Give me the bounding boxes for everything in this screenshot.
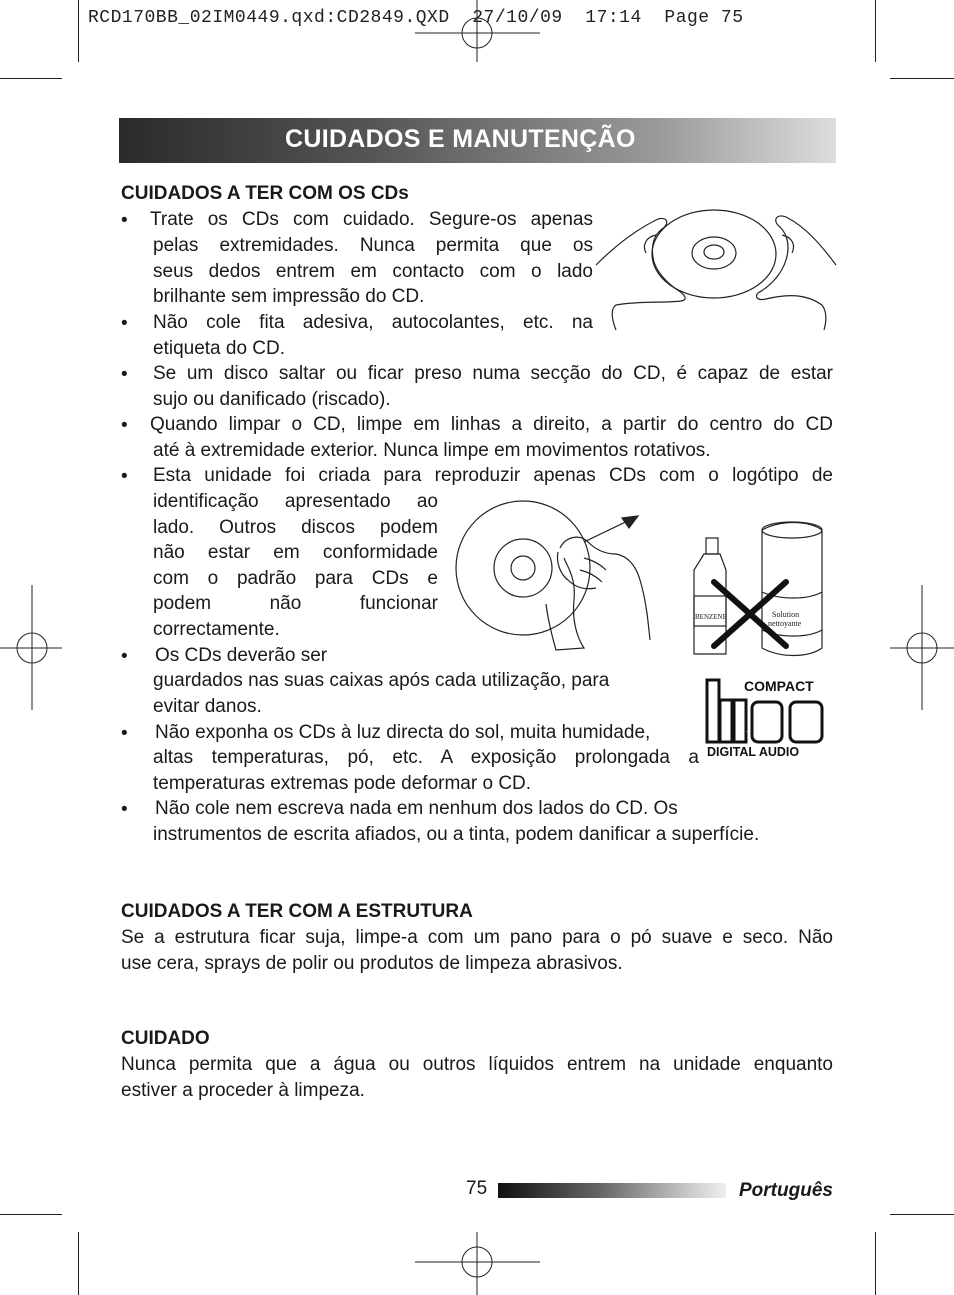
bullet-text: correctamente. bbox=[153, 619, 280, 640]
bullet: • bbox=[121, 723, 128, 744]
section-heading-caution: CUIDADO bbox=[121, 1028, 210, 1049]
logo-digital-audio-text: DIGITAL AUDIO bbox=[707, 745, 800, 759]
bullet-text: Quando limpar o CD, limpe em linhas a direito, a partir do centro do CD bbox=[150, 414, 833, 435]
bullet-text: Os CDs deverão ser bbox=[155, 645, 328, 666]
bullet-text: Não cole fita adesiva, autocolantes, etc. na bbox=[153, 312, 593, 333]
bullet: • bbox=[121, 210, 128, 231]
bullet-text: Trate os CDs com cuidado. Segure-os apenas bbox=[150, 209, 593, 230]
bottle-right-label-2: nettoyante bbox=[768, 619, 802, 628]
wiping-cd-illustration bbox=[456, 500, 656, 660]
bullet-text: temperaturas extremas pode deformar o CD. bbox=[153, 773, 532, 794]
logo-compact-text: COMPACT bbox=[744, 678, 814, 694]
logo-disc-text: disc bbox=[746, 732, 749, 733]
bullet-text: instrumentos de escrita afiados, ou a tinta, podem danificar a superfície. bbox=[153, 824, 760, 845]
page-number: 75 bbox=[466, 1178, 488, 1199]
bullet-text: Não cole nem escreva nada em nenhum dos lados do CD. Os bbox=[155, 798, 678, 819]
bullet-text: seus dedos entrem em contacto com o lado bbox=[153, 261, 593, 282]
bullet-text: Esta unidade foi criada para reproduzir apenas CDs com o logótipo de bbox=[153, 465, 833, 486]
bullet: • bbox=[121, 799, 128, 820]
bullet: • bbox=[121, 646, 128, 667]
bullet: • bbox=[121, 313, 128, 334]
bullet-text: etiqueta do CD. bbox=[153, 338, 286, 359]
bullet-text: identificação apresentado ao bbox=[153, 491, 438, 512]
bullet-text: altas temperaturas, pó, etc. A exposição prolongada a bbox=[153, 747, 699, 768]
paragraph-text: Se a estrutura ficar suja, limpe-a com um pano para o pó suave e seco. Não bbox=[121, 927, 833, 948]
bullet: • bbox=[121, 466, 128, 487]
compact-disc-logo bbox=[704, 676, 829, 758]
bullet-text: não estar em conformidade bbox=[153, 542, 438, 563]
bullet-text: brilhante sem impressão do CD. bbox=[153, 286, 425, 307]
paragraph-text: use cera, sprays de polir ou produtos de limpeza abrasivos. bbox=[121, 953, 623, 974]
footer-language: Português bbox=[739, 1180, 833, 1201]
print-slug: RCD170BB_02IM0449.qxd:CD2849.QXD 27/10/09 17:14 Page 75 bbox=[88, 8, 744, 28]
section-heading-cds: CUIDADOS A TER COM OS CDs bbox=[121, 183, 409, 204]
hands-holding-cd-illustration bbox=[596, 205, 836, 335]
bullet-text: pelas extremidades. Nunca permita que os bbox=[153, 235, 593, 256]
section-heading-structure: CUIDADOS A TER COM A ESTRUTURA bbox=[121, 901, 473, 922]
solvent-bottles-illustration bbox=[690, 520, 830, 660]
bullet-text: sujo ou danificado (riscado). bbox=[153, 389, 391, 410]
page-title: CUIDADOS E MANUTENÇÃO bbox=[285, 125, 636, 153]
bullet: • bbox=[121, 364, 128, 385]
bullet-text: podem não funcionar bbox=[153, 593, 438, 614]
bullet-text: guardados nas suas caixas após cada utilização, para bbox=[153, 670, 610, 691]
bullet-text: com o padrão para CDs e bbox=[153, 568, 438, 589]
bullet-text: Se um disco saltar ou ficar preso numa secção do CD, é capaz de estar bbox=[153, 363, 833, 384]
bullet: • bbox=[121, 415, 128, 436]
paragraph-text: estiver a proceder à limpeza. bbox=[121, 1080, 365, 1101]
bullet-text: Não exponha os CDs à luz directa do sol, muita humidade, bbox=[155, 722, 651, 743]
bottle-left-label: BENZENE bbox=[695, 613, 727, 621]
bullet-text: até à extremidade exterior. Nunca limpe em movimentos rotativos. bbox=[153, 440, 711, 461]
paragraph-text: Nunca permita que a água ou outros líquidos entrem na unidade enquanto bbox=[121, 1054, 833, 1075]
bullet-text: lado. Outros discos podem bbox=[153, 517, 438, 538]
bottle-right-label-1: Solution bbox=[772, 610, 800, 619]
bullet-text: evitar danos. bbox=[153, 696, 262, 717]
footer-bar bbox=[498, 1183, 726, 1198]
